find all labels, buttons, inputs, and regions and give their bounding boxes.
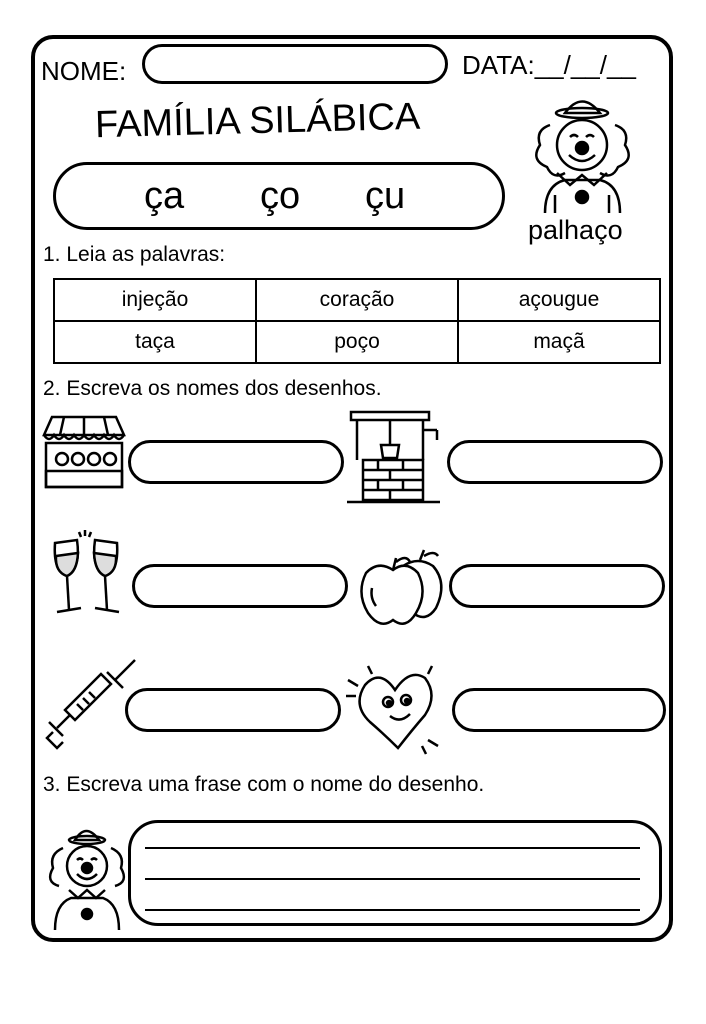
date-label: DATA:__/__/__ xyxy=(462,50,636,80)
table-cell: maçã xyxy=(458,321,660,363)
syllable-co: ço xyxy=(260,175,301,217)
page-title: FAMÍLIA SILÁBICA xyxy=(94,95,421,147)
section3-prompt: 3. Escreva uma frase com o nome do desenho. xyxy=(43,773,485,796)
answer-field-market[interactable] xyxy=(128,440,344,484)
answer-field-glasses[interactable] xyxy=(132,564,348,608)
name-field[interactable] xyxy=(142,44,448,84)
table-cell: taça xyxy=(54,321,256,363)
writing-line xyxy=(145,847,640,849)
answer-field-well[interactable] xyxy=(447,440,663,484)
table-cell: coração xyxy=(256,279,458,321)
word-table xyxy=(53,278,661,364)
glasses-icon xyxy=(45,528,135,623)
table-cell: açougue xyxy=(458,279,660,321)
heart-icon xyxy=(340,660,452,755)
clown-small-icon xyxy=(45,822,127,932)
answer-field-syringe[interactable] xyxy=(125,688,341,732)
syringe-icon xyxy=(45,658,137,750)
market-stall-icon xyxy=(40,413,128,491)
table-row xyxy=(54,321,660,363)
clown-caption: palhaço xyxy=(528,215,623,245)
syllable-cu: çu xyxy=(365,175,406,217)
section2-prompt: 2. Escreva os nomes dos desenhos. xyxy=(43,377,382,400)
writing-line xyxy=(145,909,640,911)
name-label: NOME: xyxy=(41,56,127,86)
clown-icon xyxy=(525,85,640,215)
table-row xyxy=(54,279,660,321)
well-icon xyxy=(345,410,445,505)
table-cell: poço xyxy=(256,321,458,363)
table-cell: injeção xyxy=(54,279,256,321)
writing-line xyxy=(145,878,640,880)
answer-field-heart[interactable] xyxy=(452,688,666,732)
answer-field-apples[interactable] xyxy=(449,564,665,608)
section1-prompt: 1. Leia as palavras: xyxy=(43,243,226,266)
apples-icon xyxy=(358,548,448,630)
syllable-ca: ça xyxy=(144,175,185,217)
